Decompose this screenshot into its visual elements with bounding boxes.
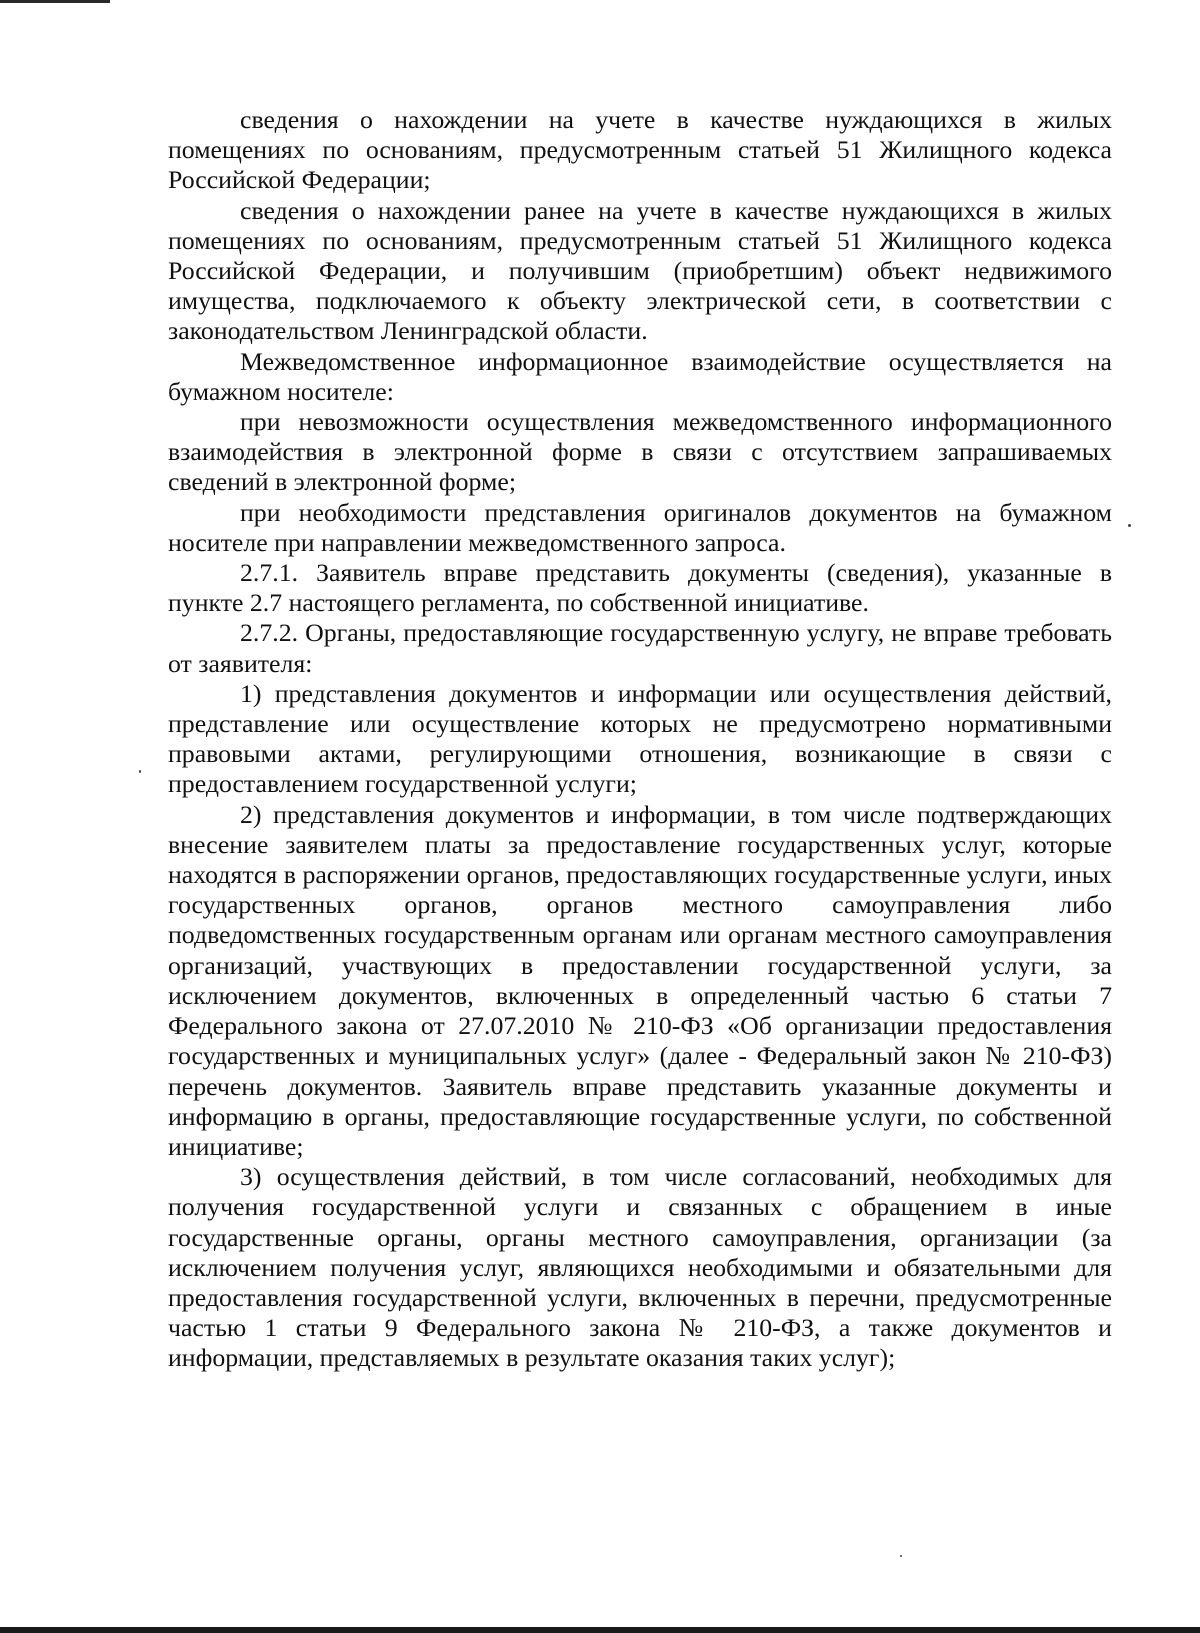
paragraph: 2.7.2. Органы, предоставляющие государственную услугу, не вправе требовать от заявителя: bbox=[168, 618, 1112, 678]
scan-bottom-edge bbox=[0, 1627, 1200, 1633]
paragraph: сведения о нахождении ранее на учете в качестве нуждающихся в жилых помещениях по основаниям, предусмотренным статьей 51 Жилищного кодекса Российской Федерации, и получившим (приобретшим) объект недвижимого имущества, подключаемого к объекту электрической сети, в соответствии с законодательством Ленинградской области. bbox=[168, 195, 1112, 346]
scan-top-edge bbox=[0, 0, 110, 3]
paragraph: 3) осуществления действий, в том числе согласований, необходимых для получения государственной услуги и связанных с обращением в иные государственные органы, органы местного самоуправления, организации (за исключением получения услуг, являющихся необходимыми и обязательными для предоставления государственной услуги, включенных в перечни, предусмотренные частью 1 статьи 9 Федерального закона № 210-ФЗ, а также документов и информации, представляемых в результате оказания таких услуг); bbox=[168, 1162, 1112, 1373]
paragraph: Межведомственное информационное взаимодействие осуществляется на бумажном носителе: bbox=[168, 346, 1112, 406]
document-body bbox=[168, 105, 1112, 1374]
scan-speck bbox=[900, 1555, 902, 1557]
paragraph: сведения о нахождении на учете в качестве нуждающихся в жилых помещениях по основаниям, предусмотренным статьей 51 Жилищного кодекса Российской Федерации; bbox=[168, 105, 1112, 195]
paragraph: при невозможности осуществления межведомственного информационного взаимодействия в электронной форме в связи с отсутствием запрашиваемых сведений в электронной форме; bbox=[168, 407, 1112, 497]
paragraph: 1) представления документов и информации или осуществления действий, представление или осуществление которых не предусмотрено нормативными правовыми актами, регулирующими отношения, возникающие в связи с предоставлением государственной услуги; bbox=[168, 678, 1112, 799]
paragraph: 2) представления документов и информации, в том числе подтверждающих внесение заявителем платы за предоставление государственных услуг, которые находятся в распоряжении органов, предоставляющих государственные услуги, иных государственных органов, органов местного самоуправления либо подведомственных государственным органам или органам местного самоуправления организаций, участвующих в предоставлении государственной услуги, за исключением документов, включенных в определенный частью 6 статьи 7 Федерального закона от 27.07.2010 № 210-ФЗ «Об организации предоставления государственных и муниципальных услуг» (далее - Федеральный закон № 210-ФЗ) перечень документов. Заявитель вправе представить указанные документы и информацию в органы, предоставляющие государственные услуги, по собственной инициативе; bbox=[168, 799, 1112, 1161]
paragraph: при необходимости представления оригиналов документов на бумажном носителе при направлении межведомственного запроса. bbox=[168, 497, 1112, 557]
scan-speck bbox=[1128, 524, 1131, 527]
scan-speck bbox=[139, 770, 141, 773]
paragraph: 2.7.1. Заявитель вправе представить документы (сведения), указанные в пункте 2.7 настоящего регламента, по собственной инициативе. bbox=[168, 558, 1112, 618]
